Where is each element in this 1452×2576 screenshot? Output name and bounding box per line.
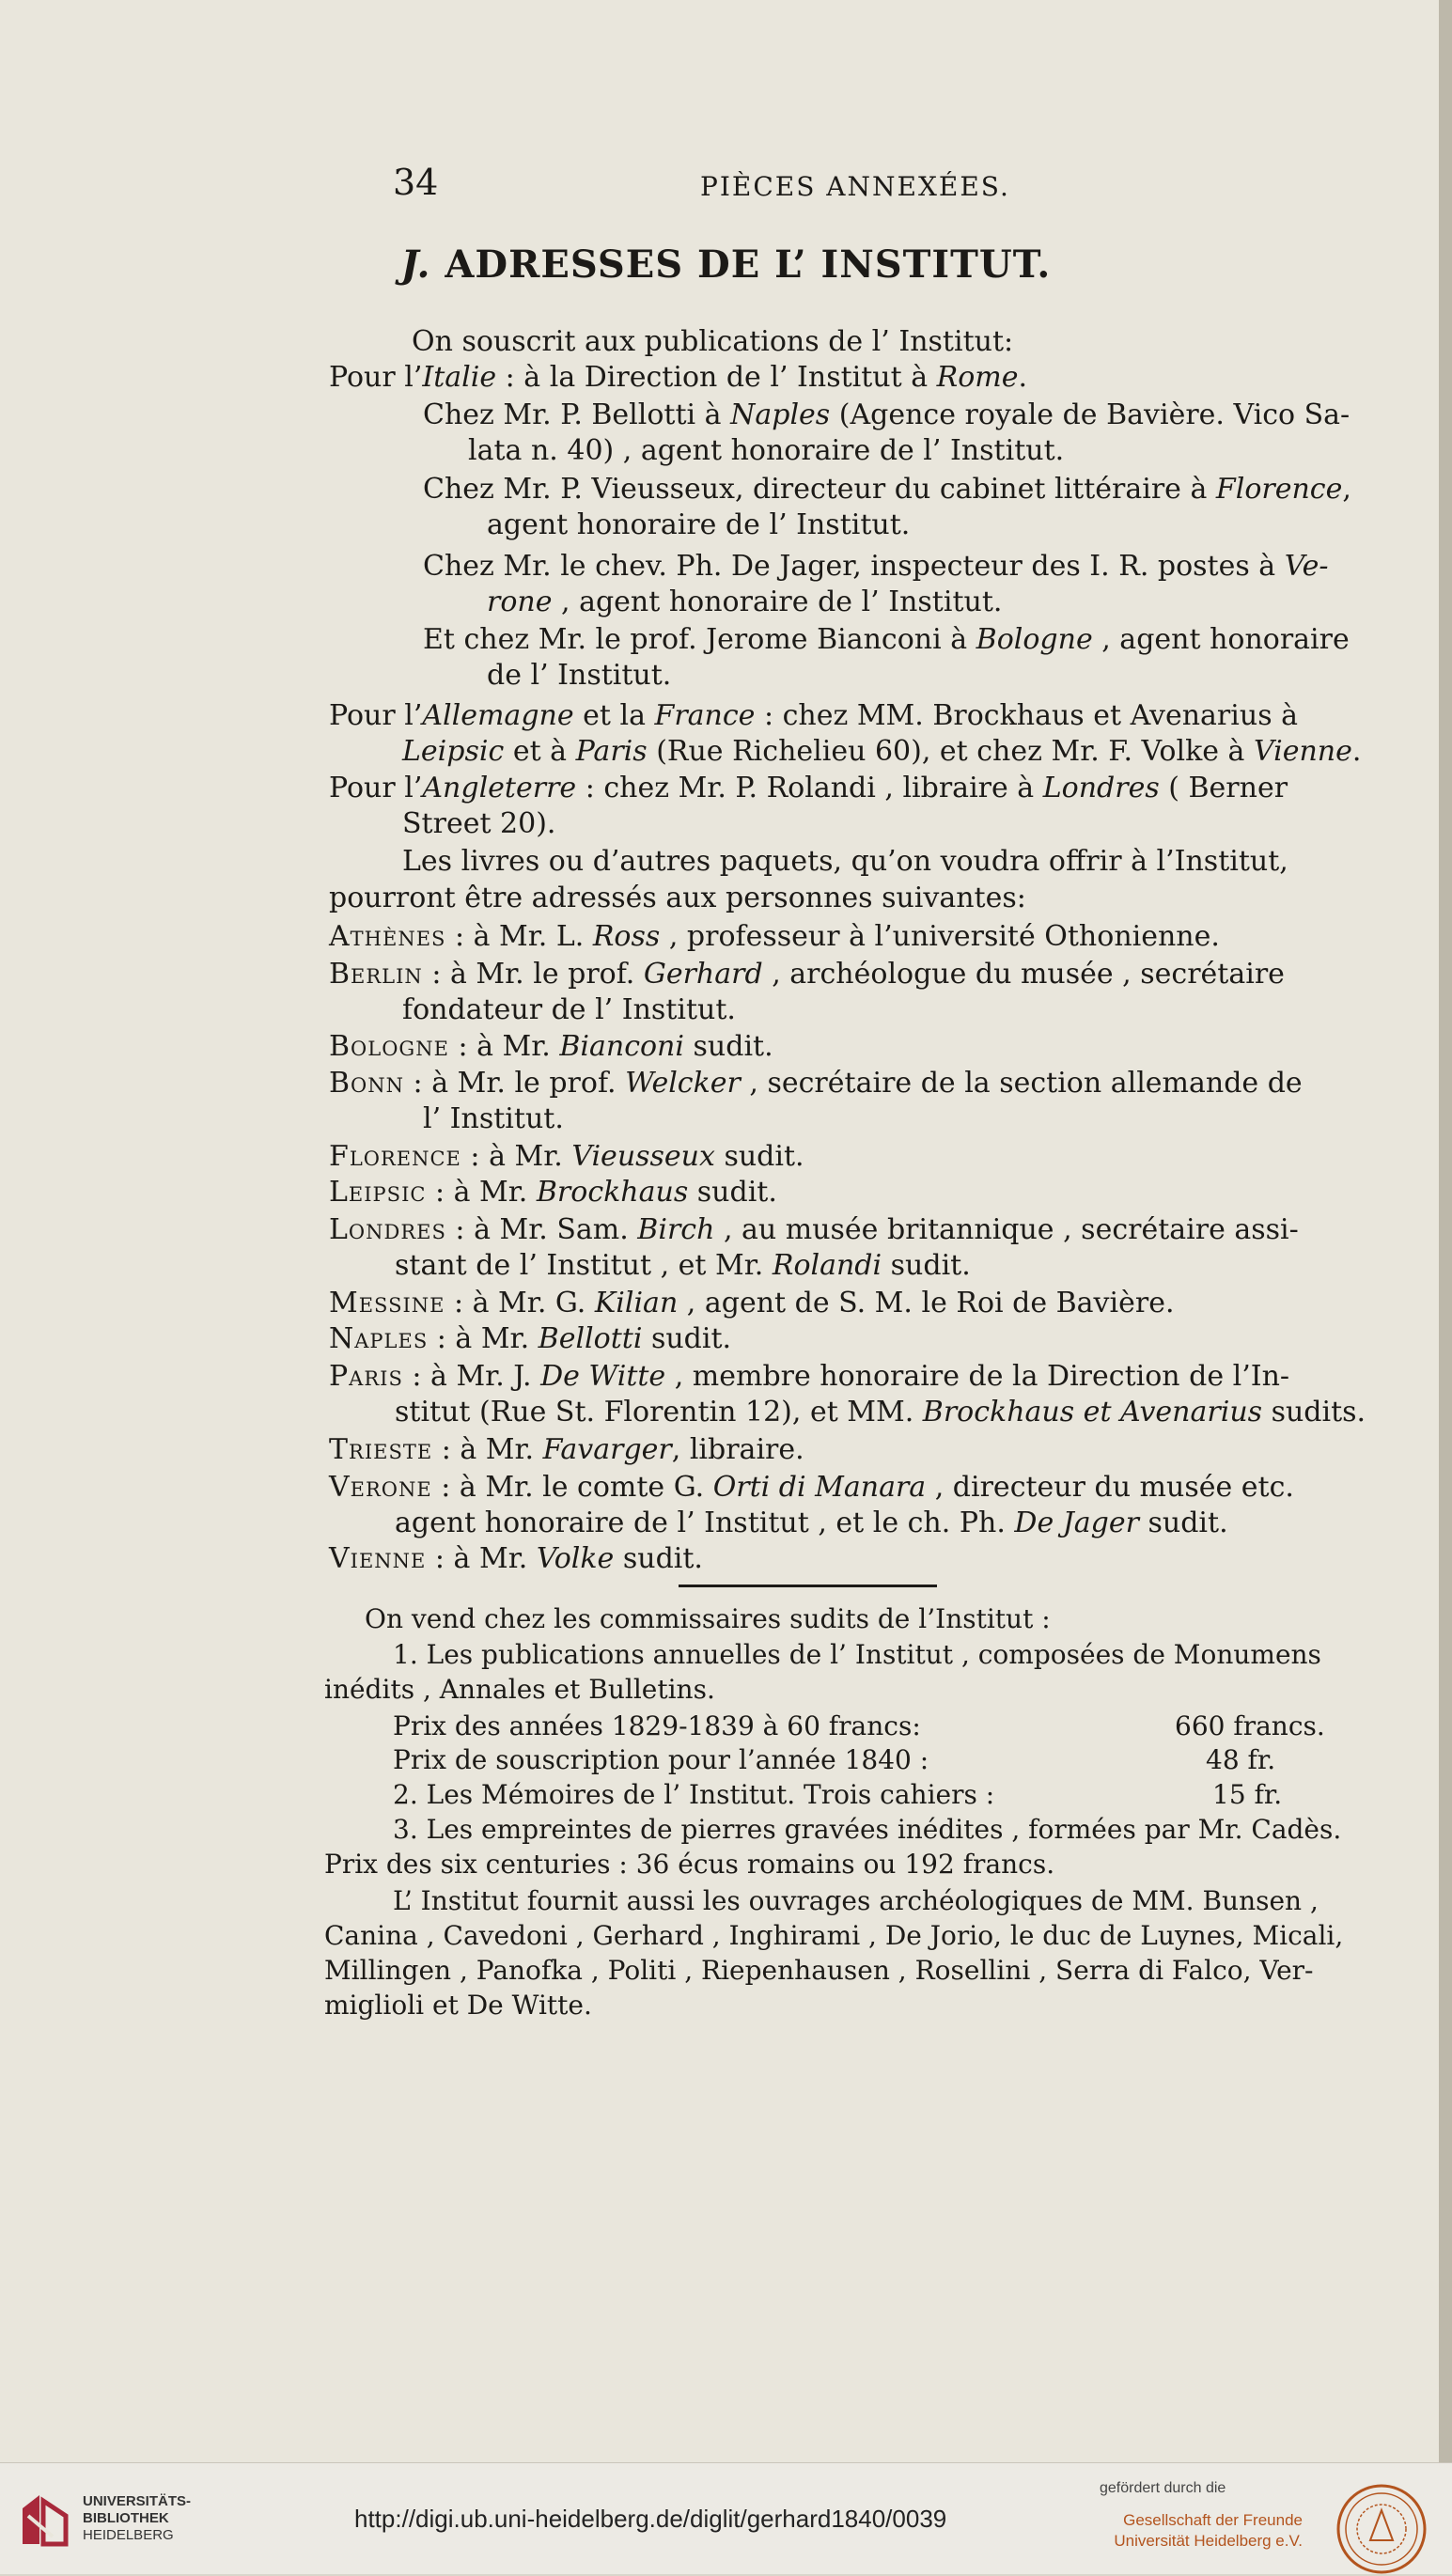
italic-term: Leipsic xyxy=(402,735,505,768)
page-edge xyxy=(1439,0,1452,2462)
italic-term: Brockhaus xyxy=(536,1176,689,1209)
text-line: Canina , Cavedoni , Gerhard , Inghirami , De Jorio, le duc de Luynes, Micali, xyxy=(324,1920,1344,1951)
text-line: de l’ Institut. xyxy=(487,659,672,692)
italic-term: Allemagne xyxy=(422,699,574,732)
library-name-line: HEIDELBERG xyxy=(83,2527,174,2543)
place-name: Athènes xyxy=(329,920,446,953)
library-name xyxy=(83,2493,191,2544)
italic-term: Vienne xyxy=(1253,735,1352,768)
italic-term: rone xyxy=(487,585,553,618)
text-line: Bologne : à Mr. Bianconi sudit. xyxy=(329,1030,773,1063)
text-line: Pour l’Allemagne et la France : chez MM. Brockhaus et Avenarius à xyxy=(329,699,1299,732)
text-line: 3. Les empreintes de pierres gravées inédites , formées par Mr. Cadès. xyxy=(393,1814,1342,1845)
italic-term: Kilian xyxy=(594,1287,679,1319)
place-name: Trieste xyxy=(329,1433,433,1466)
price-amount: 15 fr. xyxy=(1212,1779,1283,1810)
italic-term: Rome xyxy=(936,361,1019,394)
library-name-line: BIBLIOTHEK xyxy=(83,2510,169,2526)
sponsor-name-line: Gesellschaft der Freunde xyxy=(1123,2511,1303,2529)
text-line: Trieste : à Mr. Favarger, libraire. xyxy=(329,1433,804,1466)
italic-term: Bellotti xyxy=(538,1322,643,1355)
text-line: agent honoraire de l’ Institut. xyxy=(487,508,911,541)
italic-term: Ve- xyxy=(1284,550,1329,583)
italic-term: Rolandi xyxy=(772,1249,882,1282)
text-line: L’ Institut fournit aussi les ouvrages archéologiques de MM. Bunsen , xyxy=(393,1885,1319,1916)
university-seal-icon xyxy=(1335,2482,1429,2576)
text-line: Bonn : à Mr. le prof. Welcker , secrétaire de la section allemande de xyxy=(329,1067,1303,1100)
text-line: On souscrit aux publications de l’ Institut: xyxy=(412,325,1014,358)
section-divider xyxy=(679,1585,937,1587)
viewer-footer xyxy=(0,2462,1452,2574)
text-line: rone , agent honoraire de l’ Institut. xyxy=(487,585,1003,618)
page-number: 34 xyxy=(393,162,439,203)
italic-term: Welcker xyxy=(625,1067,741,1100)
italic-term: Bianconi xyxy=(559,1030,684,1063)
place-name: Leipsic xyxy=(329,1176,427,1209)
text-line: Et chez Mr. le prof. Jerome Bianconi à Bologne , agent honoraire xyxy=(423,623,1350,656)
italic-term: Bologne xyxy=(976,623,1093,656)
university-library-logo-icon xyxy=(15,2488,73,2550)
text-line: Leipsic et à Paris (Rue Richelieu 60), et chez Mr. F. Volke à Vienne. xyxy=(402,735,1362,768)
text-line: Leipsic : à Mr. Brockhaus sudit. xyxy=(329,1176,777,1209)
text-line: Street 20). xyxy=(402,807,556,840)
italic-term: Italie xyxy=(422,361,497,394)
italic-term: Florence xyxy=(1215,473,1343,506)
italic-term: Vieusseux xyxy=(571,1140,715,1173)
text-line: lata n. 40) , agent honoraire de l’ Institut. xyxy=(468,434,1065,467)
text-line: Florence : à Mr. Vieusseux sudit. xyxy=(329,1140,804,1173)
place-name: Londres xyxy=(329,1213,446,1246)
italic-term: Birch xyxy=(637,1213,715,1246)
text-line: Chez Mr. P. Bellotti à Naples (Agence royale de Bavière. Vico Sa- xyxy=(423,398,1351,431)
section-title xyxy=(0,242,1452,287)
text-line: Vienne : à Mr. Volke sudit. xyxy=(329,1542,703,1575)
italic-term: Gerhard xyxy=(643,958,763,991)
italic-term: Ross xyxy=(592,920,661,953)
text-line: Prix des six centuries : 36 écus romains ou 192 francs. xyxy=(324,1849,1055,1880)
place-name: Berlin xyxy=(329,958,423,991)
text-line: Athènes : à Mr. L. Ross , professeur à l’université Othonienne. xyxy=(329,920,1220,953)
text-line: Prix des années 1829-1839 à 60 francs: xyxy=(393,1710,921,1741)
italic-term: Angleterre xyxy=(422,772,577,804)
text-line: Paris : à Mr. J. De Witte , membre honoraire de la Direction de l’In- xyxy=(329,1360,1290,1393)
italic-term: Orti di Manara xyxy=(712,1471,927,1504)
text-line: Londres : à Mr. Sam. Birch , au musée britannique , secrétaire assi- xyxy=(329,1213,1299,1246)
sponsor-name-line: Universität Heidelberg e.V. xyxy=(1114,2532,1303,2550)
italic-term: Favarger xyxy=(542,1433,672,1466)
place-name: Vienne xyxy=(329,1542,427,1575)
text-line: 2. Les Mémoires de l’ Institut. Trois cahiers : xyxy=(393,1779,995,1810)
text-line: Chez Mr. le chev. Ph. De Jager, inspecteur des I. R. postes à Ve- xyxy=(423,550,1329,583)
text-line: fondateur de l’ Institut. xyxy=(402,993,736,1026)
text-line: agent honoraire de l’ Institut , et le ch. Ph. De Jager sudit. xyxy=(395,1507,1228,1539)
library-name-line: UNIVERSITÄTS- xyxy=(83,2493,192,2509)
text-line: Chez Mr. P. Vieusseux, directeur du cabinet littéraire à Florence, xyxy=(423,473,1351,506)
italic-term: De Witte xyxy=(540,1360,666,1393)
text-line: stant de l’ Institut , et Mr. Rolandi sudit. xyxy=(395,1249,971,1282)
place-name: Naples xyxy=(329,1322,429,1355)
text-line: pourront être adressés aux personnes suivantes: xyxy=(329,882,1026,914)
text-line: inédits , Annales et Bulletins. xyxy=(324,1674,715,1705)
text-line: 1. Les publications annuelles de l’ Institut , composées de Monumens xyxy=(393,1639,1321,1670)
italic-term: Londres xyxy=(1042,772,1160,804)
section-title-text: ADRESSES DE L’ INSTITUT. xyxy=(445,242,1052,287)
text-line: Pour l’Angleterre : chez Mr. P. Rolandi , libraire à Londres ( Berner xyxy=(329,772,1288,804)
text-line: Naples : à Mr. Bellotti sudit. xyxy=(329,1322,732,1355)
text-line: Messine : à Mr. G. Kilian , agent de S. M. le Roi de Bavière. xyxy=(329,1287,1175,1319)
place-name: Messine xyxy=(329,1287,445,1319)
text-line: Millingen , Panofka , Politi , Riepenhausen , Rosellini , Serra di Falco, Ver- xyxy=(324,1955,1314,1986)
italic-term: Paris xyxy=(575,735,648,768)
price-amount: 660 francs. xyxy=(1175,1710,1325,1741)
italic-term: France xyxy=(654,699,756,732)
sponsor-name xyxy=(1109,2510,1303,2552)
permalink-url[interactable]: http://digi.ub.uni-heidelberg.de/diglit/gerhard1840/0039 xyxy=(354,2505,947,2533)
place-name: Paris xyxy=(329,1360,403,1393)
text-line: Verone : à Mr. le comte G. Orti di Manara , directeur du musée etc. xyxy=(329,1471,1294,1504)
text-line: l’ Institut. xyxy=(423,1102,564,1135)
price-amount: 48 fr. xyxy=(1206,1744,1276,1775)
text-line: stitut (Rue St. Florentin 12), et MM. Brockhaus et Avenarius sudits. xyxy=(395,1396,1366,1429)
text-line: Pour l’Italie : à la Direction de l’ Institut à Rome. xyxy=(329,361,1028,394)
italic-term: Brockhaus et Avenarius xyxy=(922,1396,1263,1429)
section-letter: J. xyxy=(400,242,431,287)
text-line: Berlin : à Mr. le prof. Gerhard , archéologue du musée , secrétaire xyxy=(329,958,1285,991)
place-name: Florence xyxy=(329,1140,461,1173)
text-line: On vend chez les commissaires sudits de l’Institut : xyxy=(365,1603,1051,1634)
italic-term: Volke xyxy=(536,1542,615,1575)
place-name: Verone xyxy=(329,1471,432,1504)
text-line: Prix de souscription pour l’année 1840 : xyxy=(393,1744,929,1775)
italic-term: De Jager xyxy=(1014,1507,1139,1539)
running-title: PIÈCES ANNEXÉES. xyxy=(700,171,1010,202)
place-name: Bonn xyxy=(329,1067,405,1100)
text-line: miglioli et De Witte. xyxy=(324,1990,592,2021)
text-line: Les livres ou d’autres paquets, qu’on voudra offrir à l’Institut, xyxy=(402,845,1288,878)
place-name: Bologne xyxy=(329,1030,449,1063)
italic-term: Naples xyxy=(730,398,831,431)
sponsor-prefix: gefördert durch die xyxy=(1100,2480,1226,2496)
